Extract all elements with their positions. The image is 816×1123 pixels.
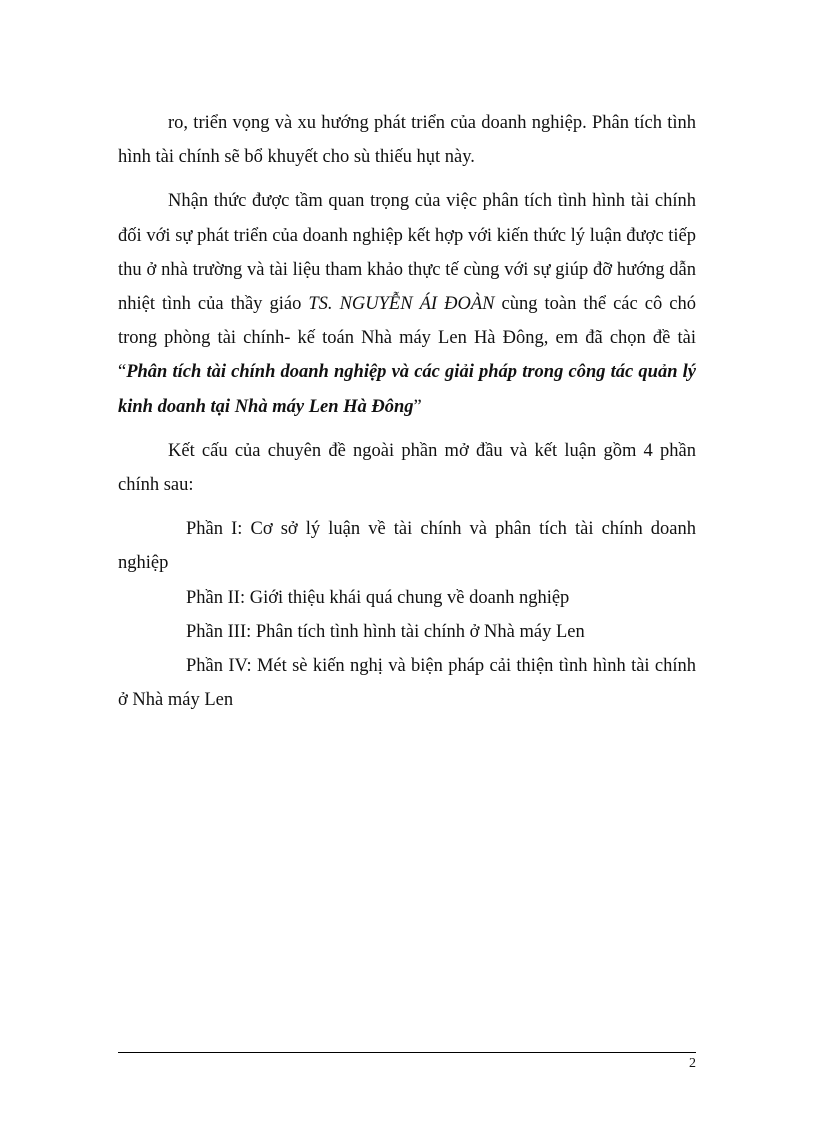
part-item-4: Phần IV: Mét sè kiến nghị và biện pháp cải thiện tình hình tài chính ở Nhà máy Len — [118, 656, 696, 711]
part-item-1: Phần I: Cơ sở lý luận về tài chính và phân tích tài chính doanh nghiệp — [118, 519, 696, 574]
paragraph-gap — [118, 502, 696, 512]
closing-quote: ” — [413, 396, 422, 417]
page-body — [118, 106, 696, 717]
paragraph-gap — [118, 424, 696, 434]
paragraph-structure: Kết cấu của chuyên đề ngoài phần mở đầu và kết luận gồm 4 phần chính sau: — [118, 440, 696, 496]
footer-divider — [118, 1052, 696, 1053]
paragraph-motivation — [118, 184, 696, 423]
page-number: 2 — [689, 1056, 696, 1071]
part-item-3: Phần III: Phân tích tình hình tài chính ở Nhà máy Len — [186, 621, 585, 642]
paragraph-continued: ro, triển vọng và xu hướng phát triển của doanh nghiệp. Phân tích tình hình tài chính sẽ bổ khuyết cho sù thiếu hụt này. — [118, 113, 696, 168]
paragraph-gap — [118, 174, 696, 184]
thesis-title: Phân tích tài chính doanh nghiệp và các giải pháp trong công tác quản lý kinh doanh tại Nhà máy Len Hà Đông — [118, 362, 696, 417]
part-item-2: Phần II: Giới thiệu khái quá chung về doanh nghiệp — [186, 587, 570, 608]
motivation-text-middle: cùng toàn thể các cô chó trong phòng tài chính- kế toán Nhà máy Len Hà Đông, em đã chọn đề tài “ — [118, 294, 696, 383]
advisor-name: TS. NGUYỄN ÁI ĐOÀN — [308, 294, 495, 315]
motivation-text-start: Nhận thức được tầm quan trọng của việc phân tích tình hình tài chính đối với sự phát triển của doanh nghiệp kết hợp với kiến thức lý luận được tiếp thu ở nhà trường và tài liệu tham khảo thực tế cùng với sự giúp đỡ hướng dẫn nhiệt tình của thầy giáo — [118, 191, 696, 315]
